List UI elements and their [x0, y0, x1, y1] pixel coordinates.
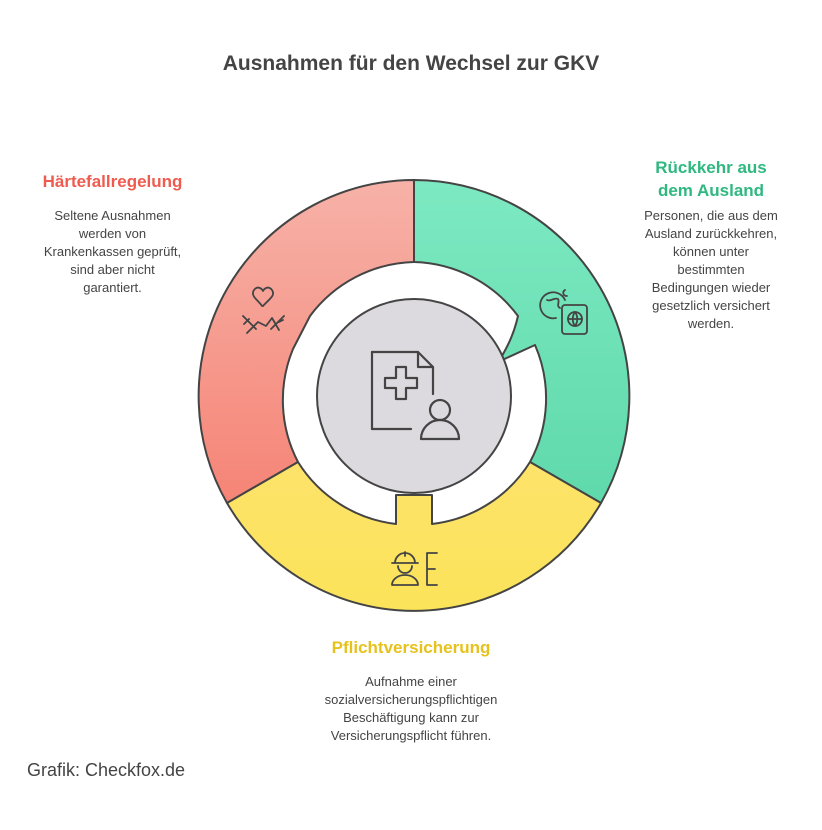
description-line: garantiert.: [83, 280, 142, 295]
page-title: Ausnahmen für den Wechsel zur GKV: [222, 52, 600, 75]
heading-line: Rückkehr aus: [655, 158, 767, 177]
description-line: Beschäftigung kann zur: [343, 710, 479, 725]
description-line: sozialversicherungspflichtigen: [324, 692, 498, 707]
description-line: Personen, die aus dem: [644, 208, 778, 223]
description-line: bestimmten: [677, 262, 745, 277]
heading-line: dem Ausland: [657, 181, 765, 200]
center-circle: [317, 299, 511, 493]
heading-pflicht: Pflichtversicherung: [331, 638, 491, 657]
source-credit: Grafik: Checkfox.de: [27, 760, 186, 780]
heading-haertefall: Härtefallregelung: [42, 172, 183, 191]
description-line: können unter: [673, 244, 749, 259]
description-line: Krankenkassen geprüft,: [43, 244, 182, 259]
description-line: sind aber nicht: [70, 262, 155, 277]
description-line: gesetzlich versichert: [652, 298, 770, 313]
description-line: Bedingungen wieder: [651, 280, 771, 295]
description-line: werden.: [687, 316, 735, 331]
description-line: werden von: [78, 226, 147, 241]
description-haertefall: [20, 207, 205, 297]
description-line: Versicherungspflicht führen.: [330, 728, 492, 743]
description-rueckkehr: [611, 207, 811, 333]
description-pflicht: [263, 673, 559, 745]
description-line: Aufnahme einer: [365, 674, 457, 689]
description-line: Seltene Ausnahmen: [54, 208, 171, 223]
heading-rueckkehr: [626, 156, 796, 202]
description-line: Ausland zurückkehren,: [644, 226, 778, 241]
